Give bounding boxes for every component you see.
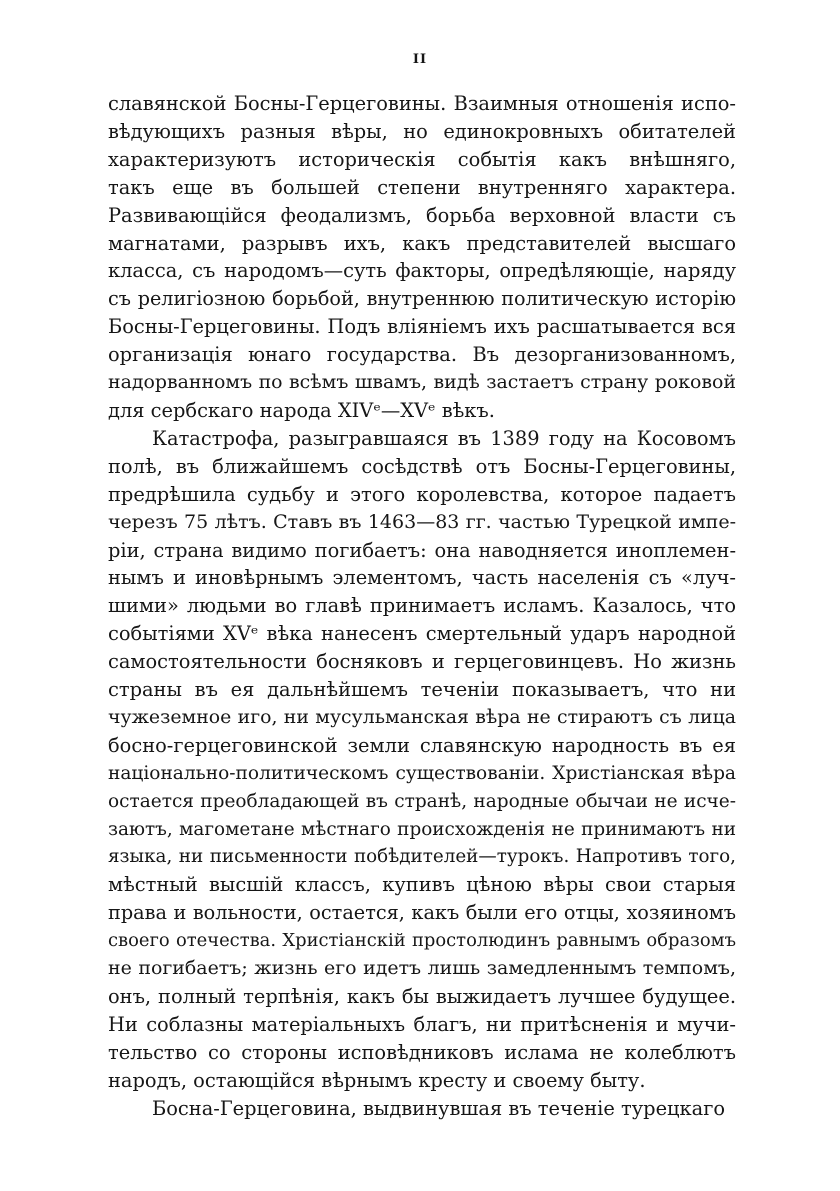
text-line: чужеземное иго, ни мусульманская вѣра не стираютъ съ лица — [108, 705, 736, 728]
text-line: самостоятельности босняковъ и герцеговинцевъ. Но жизнь — [108, 650, 736, 674]
paragraph — [108, 425, 736, 1095]
paragraph — [108, 1095, 736, 1123]
text-line: остается преобладающей въ странѣ, народные обычаи не исче- — [108, 790, 736, 812]
text-line: нымъ и иновѣрнымъ элементомъ, часть населенія съ «луч- — [108, 566, 736, 590]
text-line: не погибаетъ; жизнь его идетъ лишь замедленнымъ темпомъ, — [108, 957, 736, 980]
text-line: права и вольности, остается, какъ были его отцы, хозяиномъ — [108, 901, 736, 925]
text-line: такъ еще въ большей степени внутренняго характера. — [108, 175, 736, 199]
text-line: ріи, страна видимо погибаетъ: она наводняется иноплемен- — [108, 538, 736, 562]
text-line: надорванномъ по всѣмъ швамъ, видѣ застаетъ страну роковой — [108, 371, 736, 394]
text-line: для сербскаго народа XIVᵉ—XVᵉ вѣкъ. — [108, 398, 495, 422]
text-line: событіями XVᵉ вѣка нанесенъ смертельный ударъ народной — [108, 622, 736, 646]
text-line: Ни соблазны матеріальныхъ благъ, ни притѣсненія и мучи- — [108, 1012, 736, 1036]
text-line: народъ, остающійся вѣрнымъ кресту и своему быту. — [108, 1068, 646, 1092]
text-line: полѣ, въ ближайшемъ сосѣдствѣ отъ Босны-Герцеговины, — [108, 454, 736, 478]
body-text — [108, 90, 736, 1123]
text-line: мѣстный высшій классъ, купивъ цѣною вѣры свои старыя — [108, 873, 736, 897]
text-line: черезъ 75 лѣтъ. Ставъ въ 1463—83 гг. частью Турецкой импе- — [108, 510, 736, 533]
text-line: страны въ ея дальнѣйшемъ теченіи показываетъ, что ни — [108, 678, 736, 702]
text-line: босно-герцеговинской земли славянскую народность въ ея — [108, 733, 736, 757]
text-line: съ религіозною борьбой, внутреннюю политическую исторію — [108, 287, 736, 311]
text-line: класса, съ народомъ—суть факторы, опредѣляющіе, наряду — [108, 259, 736, 283]
text-line: магнатами, разрывъ ихъ, какъ представителей высшаго — [108, 231, 736, 255]
text-line: тельство со стороны исповѣдниковъ ислама не колеблютъ — [108, 1040, 736, 1064]
text-line: Катастрофа, разыгравшаяся въ 1389 году на Косовомъ — [152, 426, 736, 450]
text-line: своего отечества. Христіанскій простолюдинъ равнымъ образомъ — [108, 930, 736, 952]
text-line: національно-политическомъ существованіи. Христіанская вѣра — [108, 762, 736, 784]
text-line: онъ, полный терпѣнія, какъ бы выжидаетъ лучшее будущее. — [108, 985, 736, 1008]
paragraph — [108, 90, 736, 425]
page-number: II — [412, 52, 428, 67]
text-line: вѣдующихъ разныя вѣры, но единокровныхъ обитателей — [108, 119, 736, 143]
text-line: характеризуютъ историческія событія какъ внѣшняго, — [108, 147, 736, 171]
text-line: предрѣшила судьбу и этого королевства, которое падаетъ — [108, 482, 736, 506]
text-line: языка, ни письменности побѣдителей—турокъ. Напротивъ того, — [108, 846, 736, 868]
text-line: Босны-Герцеговины. Подъ вліяніемъ ихъ расшатывается вся — [108, 315, 736, 339]
text-line: шими» людьми во главѣ принимаетъ исламъ. Казалось, что — [108, 594, 736, 618]
text-line: заютъ, магометане мѣстнаго происхожденія не принимаютъ ни — [108, 818, 736, 840]
text-line: славянской Босны-Герцеговины. Взаимныя отношенія испо- — [108, 92, 736, 115]
text-line: Развивающійся феодализмъ, борьба верховной власти съ — [108, 203, 736, 227]
text-line: организація юнаго государства. Въ дезорганизованномъ, — [108, 343, 736, 367]
text-line: Босна-Герцеговина, выдвинувшая въ теченіе турецкаго — [152, 1096, 726, 1120]
